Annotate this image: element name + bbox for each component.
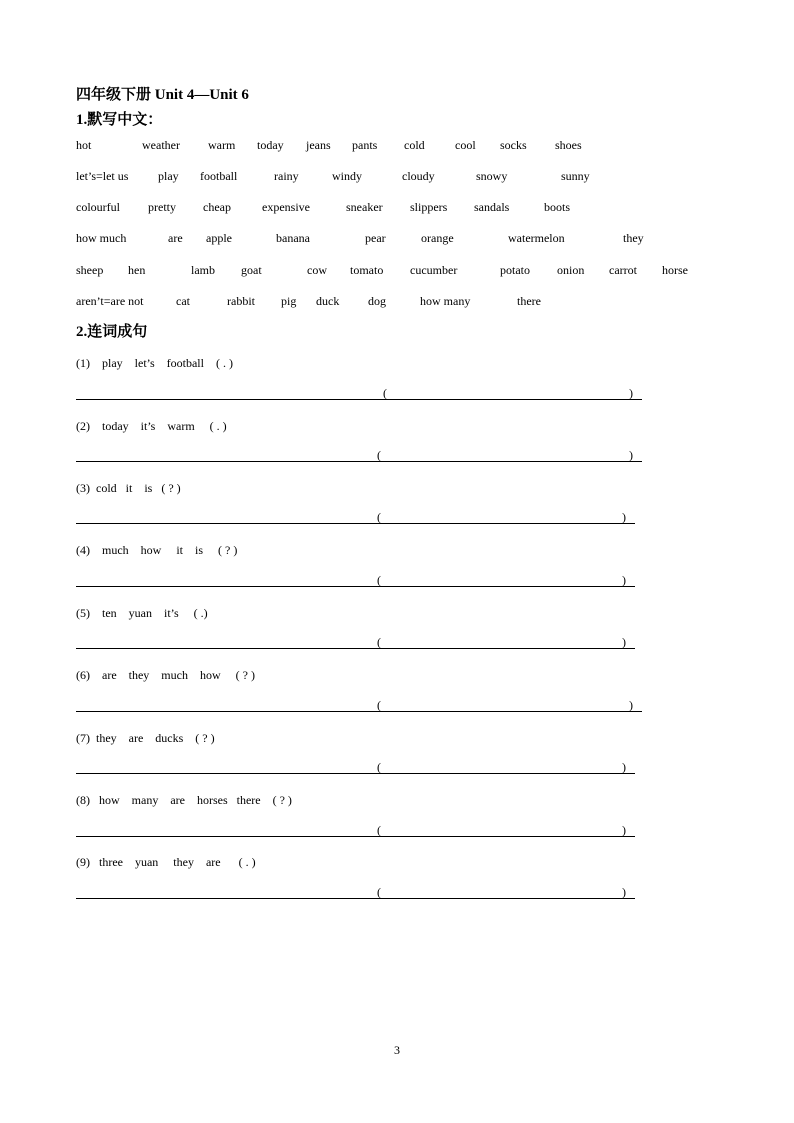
- vocab-word: rabbit: [227, 294, 255, 308]
- vocab-word: watermelon: [508, 231, 565, 245]
- vocab-word: cold: [404, 138, 425, 152]
- vocab-word: expensive: [262, 200, 310, 214]
- vocab-word: lamb: [191, 263, 215, 277]
- vocab-word: carrot: [609, 263, 637, 277]
- vocab-word: pig: [281, 294, 297, 308]
- answer-close-paren: ): [622, 635, 626, 649]
- question-prompt: (3) cold it is ( ? ): [76, 481, 181, 495]
- vocab-word: how much: [76, 231, 127, 245]
- answer-close-paren: ): [622, 823, 626, 837]
- answer-line[interactable]: [76, 773, 635, 774]
- vocab-word: tomato: [350, 263, 384, 277]
- vocab-word: they: [623, 231, 644, 245]
- vocab-word: cat: [176, 294, 190, 308]
- vocab-word: potato: [500, 263, 530, 277]
- answer-open-paren: (: [377, 885, 381, 899]
- answer-close-paren: ): [629, 448, 633, 462]
- vocab-word: dog: [368, 294, 386, 308]
- vocab-word: sneaker: [346, 200, 383, 214]
- section-1-heading: 1.默写中文：: [76, 112, 163, 128]
- vocab-word: socks: [500, 138, 527, 152]
- answer-open-paren: (: [377, 698, 381, 712]
- answer-open-paren: (: [377, 573, 381, 587]
- question-prompt: (2) today it’s warm ( . ): [76, 419, 227, 433]
- answer-line[interactable]: [76, 836, 635, 837]
- answer-line[interactable]: [76, 523, 635, 524]
- section-2-heading: 2.连词成句: [76, 324, 148, 340]
- vocab-word: slippers: [410, 200, 448, 214]
- page-number: 3: [394, 1043, 400, 1057]
- question-prompt: (9) three yuan they are ( . ): [76, 855, 256, 869]
- question-prompt: (1) play let’s football ( . ): [76, 356, 233, 370]
- vocab-word: duck: [316, 294, 340, 308]
- vocab-word: cool: [455, 138, 476, 152]
- question-prompt: (4) much how it is ( ? ): [76, 543, 238, 557]
- vocab-word: windy: [332, 169, 362, 183]
- vocab-word: cheap: [203, 200, 231, 214]
- answer-open-paren: (: [377, 510, 381, 524]
- question-prompt: (6) are they much how ( ? ): [76, 668, 255, 682]
- vocab-word: cucumber: [410, 263, 458, 277]
- answer-open-paren: (: [377, 823, 381, 837]
- vocab-word: onion: [557, 263, 585, 277]
- vocab-word: let’s=let us: [76, 169, 129, 183]
- vocab-word: apple: [206, 231, 232, 245]
- answer-close-paren: ): [629, 698, 633, 712]
- vocab-word: there: [517, 294, 541, 308]
- vocab-word: orange: [421, 231, 454, 245]
- question-prompt: (5) ten yuan it’s ( .): [76, 606, 208, 620]
- vocab-word: football: [200, 169, 238, 183]
- vocab-word: shoes: [555, 138, 582, 152]
- answer-line[interactable]: [76, 898, 635, 899]
- answer-line[interactable]: [76, 586, 635, 587]
- vocab-word: rainy: [274, 169, 299, 183]
- answer-open-paren: (: [383, 386, 387, 400]
- vocab-word: goat: [241, 263, 262, 277]
- answer-line[interactable]: [76, 461, 642, 462]
- vocab-word: how many: [420, 294, 471, 308]
- answer-close-paren: ): [629, 386, 633, 400]
- answer-open-paren: (: [377, 760, 381, 774]
- answer-open-paren: (: [377, 635, 381, 649]
- vocab-word: sunny: [561, 169, 590, 183]
- question-prompt: (7) they are ducks ( ? ): [76, 731, 215, 745]
- vocab-word: snowy: [476, 169, 508, 183]
- answer-line[interactable]: [76, 648, 635, 649]
- vocab-word: hen: [128, 263, 146, 277]
- answer-line[interactable]: [76, 711, 642, 712]
- vocab-word: sheep: [76, 263, 104, 277]
- vocab-word: weather: [142, 138, 180, 152]
- answer-close-paren: ): [622, 885, 626, 899]
- question-prompt: (8) how many are horses there ( ? ): [76, 793, 292, 807]
- answer-close-paren: ): [622, 573, 626, 587]
- vocab-word: cloudy: [402, 169, 435, 183]
- vocab-word: boots: [544, 200, 571, 214]
- vocab-word: colourful: [76, 200, 120, 214]
- vocab-word: pear: [365, 231, 386, 245]
- answer-close-paren: ): [622, 510, 626, 524]
- vocab-word: pretty: [148, 200, 176, 214]
- answer-close-paren: ): [622, 760, 626, 774]
- vocab-word: sandals: [474, 200, 510, 214]
- vocab-word: cow: [307, 263, 327, 277]
- vocab-word: pants: [352, 138, 378, 152]
- vocab-word: today: [257, 138, 284, 152]
- vocab-word: aren’t=are not: [76, 294, 144, 308]
- vocab-word: play: [158, 169, 179, 183]
- vocab-word: warm: [208, 138, 236, 152]
- vocab-word: banana: [276, 231, 310, 245]
- answer-open-paren: (: [377, 448, 381, 462]
- vocab-word: hot: [76, 138, 92, 152]
- vocab-word: horse: [662, 263, 688, 277]
- answer-line[interactable]: [76, 399, 642, 400]
- vocab-word: jeans: [306, 138, 331, 152]
- worksheet-title: 四年级下册 Unit 4—Unit 6: [76, 87, 249, 103]
- vocab-word: are: [168, 231, 183, 245]
